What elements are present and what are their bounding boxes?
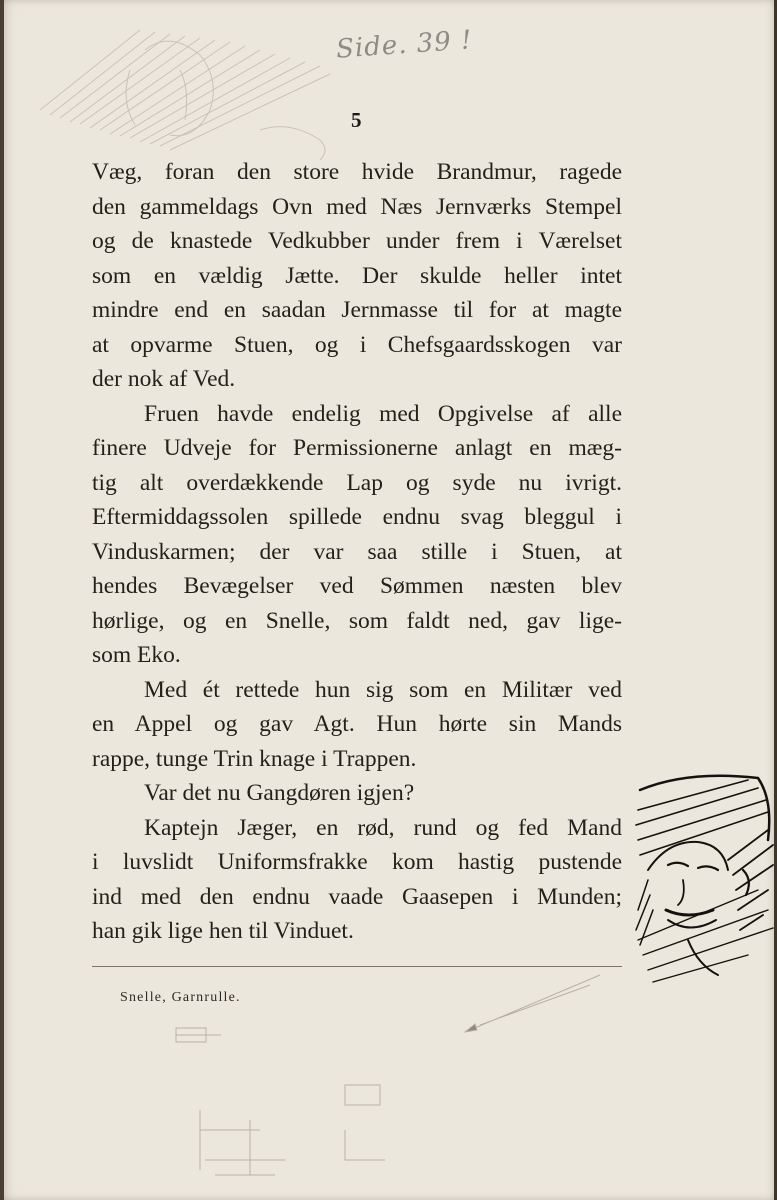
text-line: rappe, tunge Trin knage i Trappen. bbox=[92, 745, 417, 772]
text-line: som en vældig Jætte. Der skulde heller intet bbox=[92, 262, 622, 289]
text-line: Væg, foran den store hvide Brandmur, ragede bbox=[92, 159, 622, 185]
text-line: og de knastede Vedkubber under frem i Værelset bbox=[92, 228, 622, 254]
pencil-annotation: Side. 39 ! bbox=[335, 25, 474, 65]
footnote-divider bbox=[92, 966, 622, 967]
text-line: hørlige, og en Snelle, som faldt ned, gav lige- bbox=[92, 607, 622, 634]
footnote: Snelle, Garnrulle. bbox=[120, 990, 241, 1005]
text-line: i luvslidt Uniformsfrakke kom hastig pustende bbox=[92, 849, 622, 875]
text-line: den gammeldags Ovn med Næs Jernværks Stempel bbox=[92, 193, 622, 220]
text-line: at opvarme Stuen, og i Chefsgaardsskogen var bbox=[92, 331, 622, 358]
pencil-sketch-top bbox=[20, 10, 360, 170]
text-line: han gik lige hen til Vinduet. bbox=[92, 918, 354, 944]
text-line: finere Udveje for Permissionerne anlagt en mæg- bbox=[92, 435, 622, 461]
text-line: hendes Bevægelser ved Sømmen næsten blev bbox=[92, 573, 622, 599]
text-line: der nok af Ved. bbox=[92, 366, 236, 392]
page-number: 5 bbox=[351, 108, 362, 132]
text-line: Fruen havde endelig med Opgivelse af alle bbox=[144, 400, 622, 427]
text-line: tig alt overdækkende Lap og syde nu ivrigt. bbox=[92, 469, 622, 496]
text-line: ind med den endnu vaade Gaasepen i Munden; bbox=[92, 883, 622, 910]
text-line: mindre end en saadan Jernmasse til for at magte bbox=[92, 297, 622, 323]
text-line: som Eko. bbox=[92, 642, 181, 668]
text-line: en Appel og gav Agt. Hun hørte sin Mands bbox=[92, 711, 622, 737]
text-line: Med ét rettede hun sig som en Militær ved bbox=[144, 676, 622, 703]
ink-portrait-sketch bbox=[628, 770, 776, 990]
text-line: Vinduskarmen; der var saa stille i Stuen, at bbox=[92, 538, 622, 565]
text-line: Kaptejn Jæger, en rød, rund og fed Mand bbox=[144, 814, 622, 841]
text-line: Var det nu Gangdøren igjen? bbox=[144, 780, 415, 806]
body-text bbox=[92, 155, 622, 949]
page-binding-edge bbox=[0, 0, 4, 1200]
text-line: Eftermiddagssolen spillede endnu svag bleggul i bbox=[92, 504, 622, 530]
